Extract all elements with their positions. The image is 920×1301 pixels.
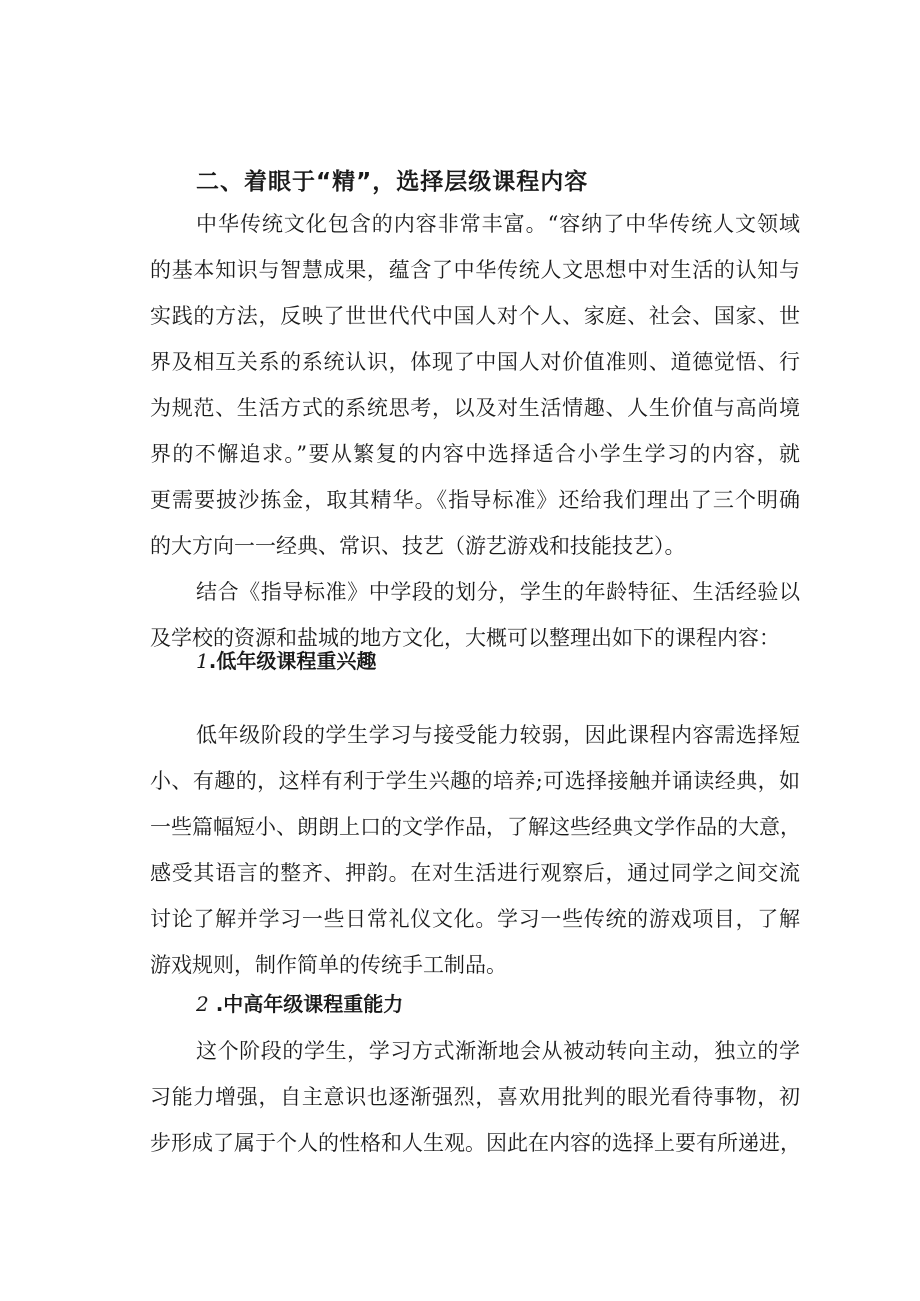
paragraph-4-line: 习能力增强，自主意识也逐渐强烈，喜欢用批判的眼光看待事物，初 — [150, 1085, 800, 1109]
paragraph-2-line: 及学校的资源和盐城的地方文化，大概可以整理出如下的课程内容： — [150, 626, 780, 650]
paragraph-3-line: 一些篇幅短小、朗朗上口的文学作品，了解这些经典文学作品的大意， — [150, 815, 801, 839]
subheading-number: 2 — [196, 992, 209, 1016]
paragraph-1-line: 更需要披沙拣金，取其精华。《指导标准》还给我们理出了三个明确 — [150, 488, 800, 512]
paragraph-1-line: 的大方向一一经典、常识、技艺（游艺游戏和技能技艺）。 — [150, 534, 686, 558]
subheading-text: .低年级课程重兴趣 — [208, 649, 377, 673]
paragraph-3-line: 低年级阶段的学生学习与接受能力较弱，因此课程内容需选择短 — [196, 723, 800, 747]
paragraph-1-line: 界及相互关系的系统认识，体现了中国人对价值准则、道德觉悟、行 — [150, 350, 800, 374]
section-heading: 二、着眼于“精”，选择层级课程内容 — [196, 169, 589, 195]
subheading-upper-grade — [196, 989, 403, 1019]
paragraph-2-line: 结合《指导标准》中学段的划分，学生的年龄特征、生活经验以 — [196, 580, 800, 604]
paragraph-1-line: 界的不懈追求。”要从繁复的内容中选择适合小学生学习的内容，就 — [150, 442, 800, 466]
paragraph-3-line: 感受其语言的整齐、押韵。在对生活进行观察后，通过同学之间交流 — [150, 861, 800, 885]
paragraph-3-line: 讨论了解并学习一些日常礼仪文化。学习一些传统的游戏项目，了解 — [150, 907, 800, 931]
subheading-low-grade — [196, 646, 376, 676]
paragraph-1-line: 的基本知识与智慧成果，蕴含了中华传统人文思想中对生活的认知与 — [150, 258, 800, 282]
paragraph-1-line: 实践的方法，反映了世世代代中国人对个人、家庭、社会、国家、世 — [150, 304, 800, 328]
paragraph-4-line: 这个阶段的学生，学习方式渐渐地会从被动转向主动，独立的学 — [196, 1039, 800, 1063]
subheading-number: 1 — [196, 649, 209, 673]
paragraph-3-line: 小、有趣的，这样有利于学生兴趣的培养;可选择接触并诵读经典，如 — [150, 769, 800, 793]
paragraph-1-line: 中华传统文化包含的内容非常丰富。“容纳了中华传统人文领域 — [196, 212, 800, 236]
paragraph-1-line: 为规范、生活方式的系统思考，以及对生活情趣、人生价值与高尚境 — [150, 396, 800, 420]
paragraph-3-line: 游戏规则，制作简单的传统手工制品。 — [150, 953, 507, 977]
paragraph-4-line: 步形成了属于个人的性格和人生观。因此在内容的选择上要有所递进， — [150, 1131, 801, 1155]
subheading-text: .中高年级课程重能力 — [208, 992, 404, 1016]
